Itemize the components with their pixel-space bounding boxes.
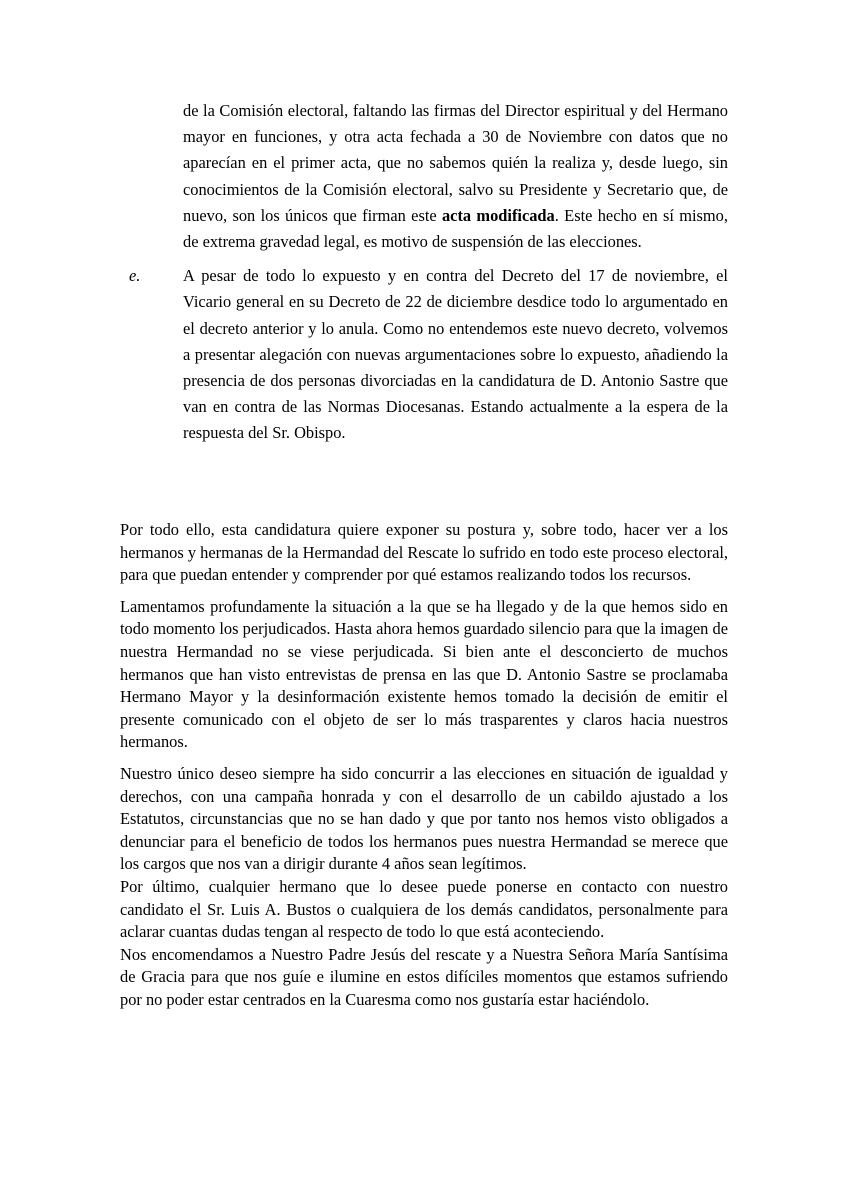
paragraph-regret: Lamentamos profundamente la situación a la que se ha llegado y de la que hemos sido en todo momento los perjudicados. Hasta ahora hemos guardado silencio para que la imagen de nuestra Hermandad no se viese perjudicada. Si bien ante el desconcierto de muchos hermanos que han visto entrevistas de prensa en las que D. Antonio Sastre se proclamaba Hermano Mayor y la desinformación existente hemos tomado la decisión de emitir el presente comunicado con el objeto de ser lo más trasparentes y claros hacia nuestros hermanos. [120,596,728,752]
list-item-e [129,263,728,446]
item-d-bold-term: acta modificada [441,205,555,225]
body-paragraphs [120,519,728,1011]
list-continuation [129,98,728,447]
item-d-text-start: de la Comisión electoral, faltando las firmas del Director espiritual y del Hermano mayor en funciones, y otra acta fechada a 30 de Noviembre con datos que no aparecían en el primer acta, que no sabemos quién la realiza y, desde luego, sin conocimientos de la Comisión electoral, salvo su Presidente y Secretario que, de nuevo, son los únicos que firman este [183,101,728,225]
list-item-e-text: A pesar de todo lo expuesto y en contra del Decreto del 17 de noviembre, el Vicario general en su Decreto de 22 de diciembre desdice todo lo argumentado en el decreto anterior y lo anula. Como no entendemos este nuevo decreto, volvemos a presentar alegación con nuevas argumentaciones sobre lo expuesto, añadiendo la presencia de dos personas divorciadas en la candidatura de D. Antonio Sastre que van en contra de las Normas Diocesanas. Estando actualmente a la espera de la respuesta del Sr. Obispo. [183,266,728,443]
item-d-text-end: . Este hecho en sí mismo, de extrema gravedad legal, es motivo de suspensión de las elecciones. [183,205,728,252]
paragraph-conclusion: Por todo ello, esta candidatura quiere exponer su postura y, sobre todo, hacer ver a los hermanos y hermanas de la Hermandad del Rescate lo sufrido en todo este proceso electoral, para que puedan entender y comprender por qué estamos realizando todos los recursos. [120,520,728,585]
paragraph-contact: Por último, cualquier hermano que lo desee puede ponerse en contacto con nuestro candidato el Sr. Luis A. Bustos o cualquiera de los demás candidatos, personalmente para aclarar cuantas dudas tengan al respecto de todo lo que está aconteciendo. [120,876,728,942]
paragraph-closing: Nos encomendamos a Nuestro Padre Jesús del rescate y a Nuestra Señora María Santísima de Gracia para que nos guíe e ilumine en estos difíciles momentos que estamos sufriendo por no poder estar centrados en la Cuaresma como nos gustaría estar haciéndolo. [120,944,728,1009]
list-item-d-text [183,98,728,255]
paragraph-wish: Nuestro único deseo siempre ha sido concurrir a las elecciones en situación de igualdad y derechos, con una campaña honrada y con el desarrollo de un cabildo ajustado a los Estatutos, circunstancias que no se han dado y que por tanto nos hemos visto obligados a denunciar para el beneficio de todos los hermanos pues nuestra Hermandad se merece que los cargos que nos van a dirigir durante 4 años sean legítimos. [120,763,728,874]
list-item-e-marker: e. [129,266,141,286]
